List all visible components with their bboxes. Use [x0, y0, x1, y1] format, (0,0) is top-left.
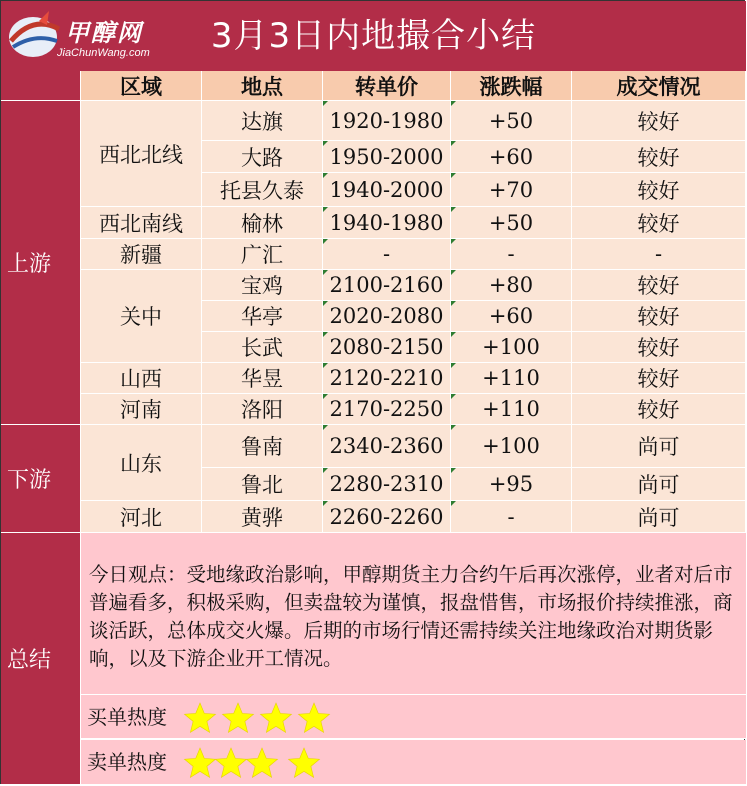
- price-cell: 2120-2210: [323, 363, 451, 394]
- location-cell: 宝鸡: [202, 270, 323, 301]
- status-cell: 尚可: [572, 501, 746, 533]
- change-cell: +80: [451, 270, 572, 301]
- change-cell: +110: [451, 363, 572, 394]
- status-cell: 较好: [572, 301, 746, 332]
- star-icon: [245, 746, 279, 780]
- sell-heat-row: [81, 740, 746, 785]
- status-cell: 较好: [572, 394, 746, 425]
- column-header-region: 区域: [81, 71, 202, 101]
- status-cell: 较好: [572, 173, 746, 207]
- region-cell: 河北: [81, 501, 202, 533]
- change-cell: +100: [451, 332, 572, 363]
- section-upstream: 上游: [1, 101, 81, 425]
- status-cell: 较好: [572, 101, 746, 141]
- page-title: 3月3日内地撮合小结: [210, 16, 537, 56]
- column-header-price: 转单价: [323, 71, 451, 101]
- logo-text-en: JiaChunWang.com: [57, 47, 150, 59]
- location-cell: 黄骅: [202, 501, 323, 533]
- change-cell: +50: [451, 101, 572, 141]
- location-cell: 托县久泰: [202, 173, 323, 207]
- price-cell: 2100-2160: [323, 270, 451, 301]
- change-cell: +100: [451, 425, 572, 468]
- change-cell: +50: [451, 207, 572, 239]
- location-cell: 华亭: [202, 301, 323, 332]
- summary-box: [81, 533, 746, 695]
- change-cell: -: [451, 239, 572, 270]
- column-header-change: 涨跌幅: [451, 71, 572, 101]
- region-cell: 西北北线: [81, 101, 202, 207]
- location-cell: 达旗: [202, 101, 323, 141]
- status-cell: 尚可: [572, 468, 746, 501]
- column-header-status: 成交情况: [572, 71, 746, 101]
- location-cell: 华昱: [202, 363, 323, 394]
- logo-text-cn: 甲醇网: [65, 19, 143, 47]
- status-cell: 较好: [572, 207, 746, 239]
- status-cell: 较好: [572, 332, 746, 363]
- star-icon: [214, 746, 248, 780]
- location-cell: 鲁北: [202, 468, 323, 501]
- star-icon: [183, 746, 217, 780]
- location-cell: 榆林: [202, 207, 323, 239]
- star-icon: [259, 701, 293, 735]
- buy-heat-label: 买单热度: [87, 705, 167, 729]
- location-cell: 长武: [202, 332, 323, 363]
- price-cell: 1920-1980: [323, 101, 451, 141]
- location-cell: 大路: [202, 141, 323, 173]
- region-cell: 山东: [81, 425, 202, 501]
- status-cell: 较好: [572, 270, 746, 301]
- buy-heat-row: [81, 695, 746, 739]
- star-icon: [183, 701, 217, 735]
- price-cell: 2170-2250: [323, 394, 451, 425]
- region-cell: 河南: [81, 394, 202, 425]
- section-summary: 总结: [1, 533, 81, 785]
- price-cell: 2080-2150: [323, 332, 451, 363]
- status-cell: -: [572, 239, 746, 270]
- location-cell: 洛阳: [202, 394, 323, 425]
- change-cell: +70: [451, 173, 572, 207]
- price-cell: 2020-2080: [323, 301, 451, 332]
- title-bar: [1, 1, 746, 71]
- change-cell: +95: [451, 468, 572, 501]
- region-cell: 关中: [81, 270, 202, 363]
- price-cell: 2340-2360: [323, 425, 451, 468]
- status-cell: 较好: [572, 363, 746, 394]
- column-header-location: 地点: [202, 71, 323, 101]
- region-cell: 新疆: [81, 239, 202, 270]
- status-cell: 较好: [572, 141, 746, 173]
- star-icon: [297, 701, 331, 735]
- price-cell: 1950-2000: [323, 141, 451, 173]
- star-icon: [221, 701, 255, 735]
- region-cell: 西北南线: [81, 207, 202, 239]
- change-cell: +60: [451, 141, 572, 173]
- price-cell: 2260-2260: [323, 501, 451, 533]
- change-cell: -: [451, 501, 572, 533]
- price-cell: 2280-2310: [323, 468, 451, 501]
- region-cell: 山西: [81, 363, 202, 394]
- location-cell: 鲁南: [202, 425, 323, 468]
- price-cell: 1940-2000: [323, 173, 451, 207]
- star-icon: [287, 746, 321, 780]
- section-downstream: 下游: [1, 425, 81, 533]
- summary-text: 今日观点：受地缘政治影响，甲醇期货主力合约午后再次涨停，业者对后市普遍看多，积极采购，但卖盘较为谨慎，报盘惜售，市场报价持续推涨，商谈活跃，总体成交火爆。后期的市场行情还需持续关注地缘政治对期货影响，以及下游企业开工情况。: [89, 563, 733, 670]
- sell-heat-label: 卖单热度: [87, 750, 167, 774]
- price-cell: -: [323, 239, 451, 270]
- header-corner: [1, 71, 81, 101]
- change-cell: +110: [451, 394, 572, 425]
- status-cell: 尚可: [572, 425, 746, 468]
- change-cell: +60: [451, 301, 572, 332]
- price-cell: 1940-1980: [323, 207, 451, 239]
- location-cell: 广汇: [202, 239, 323, 270]
